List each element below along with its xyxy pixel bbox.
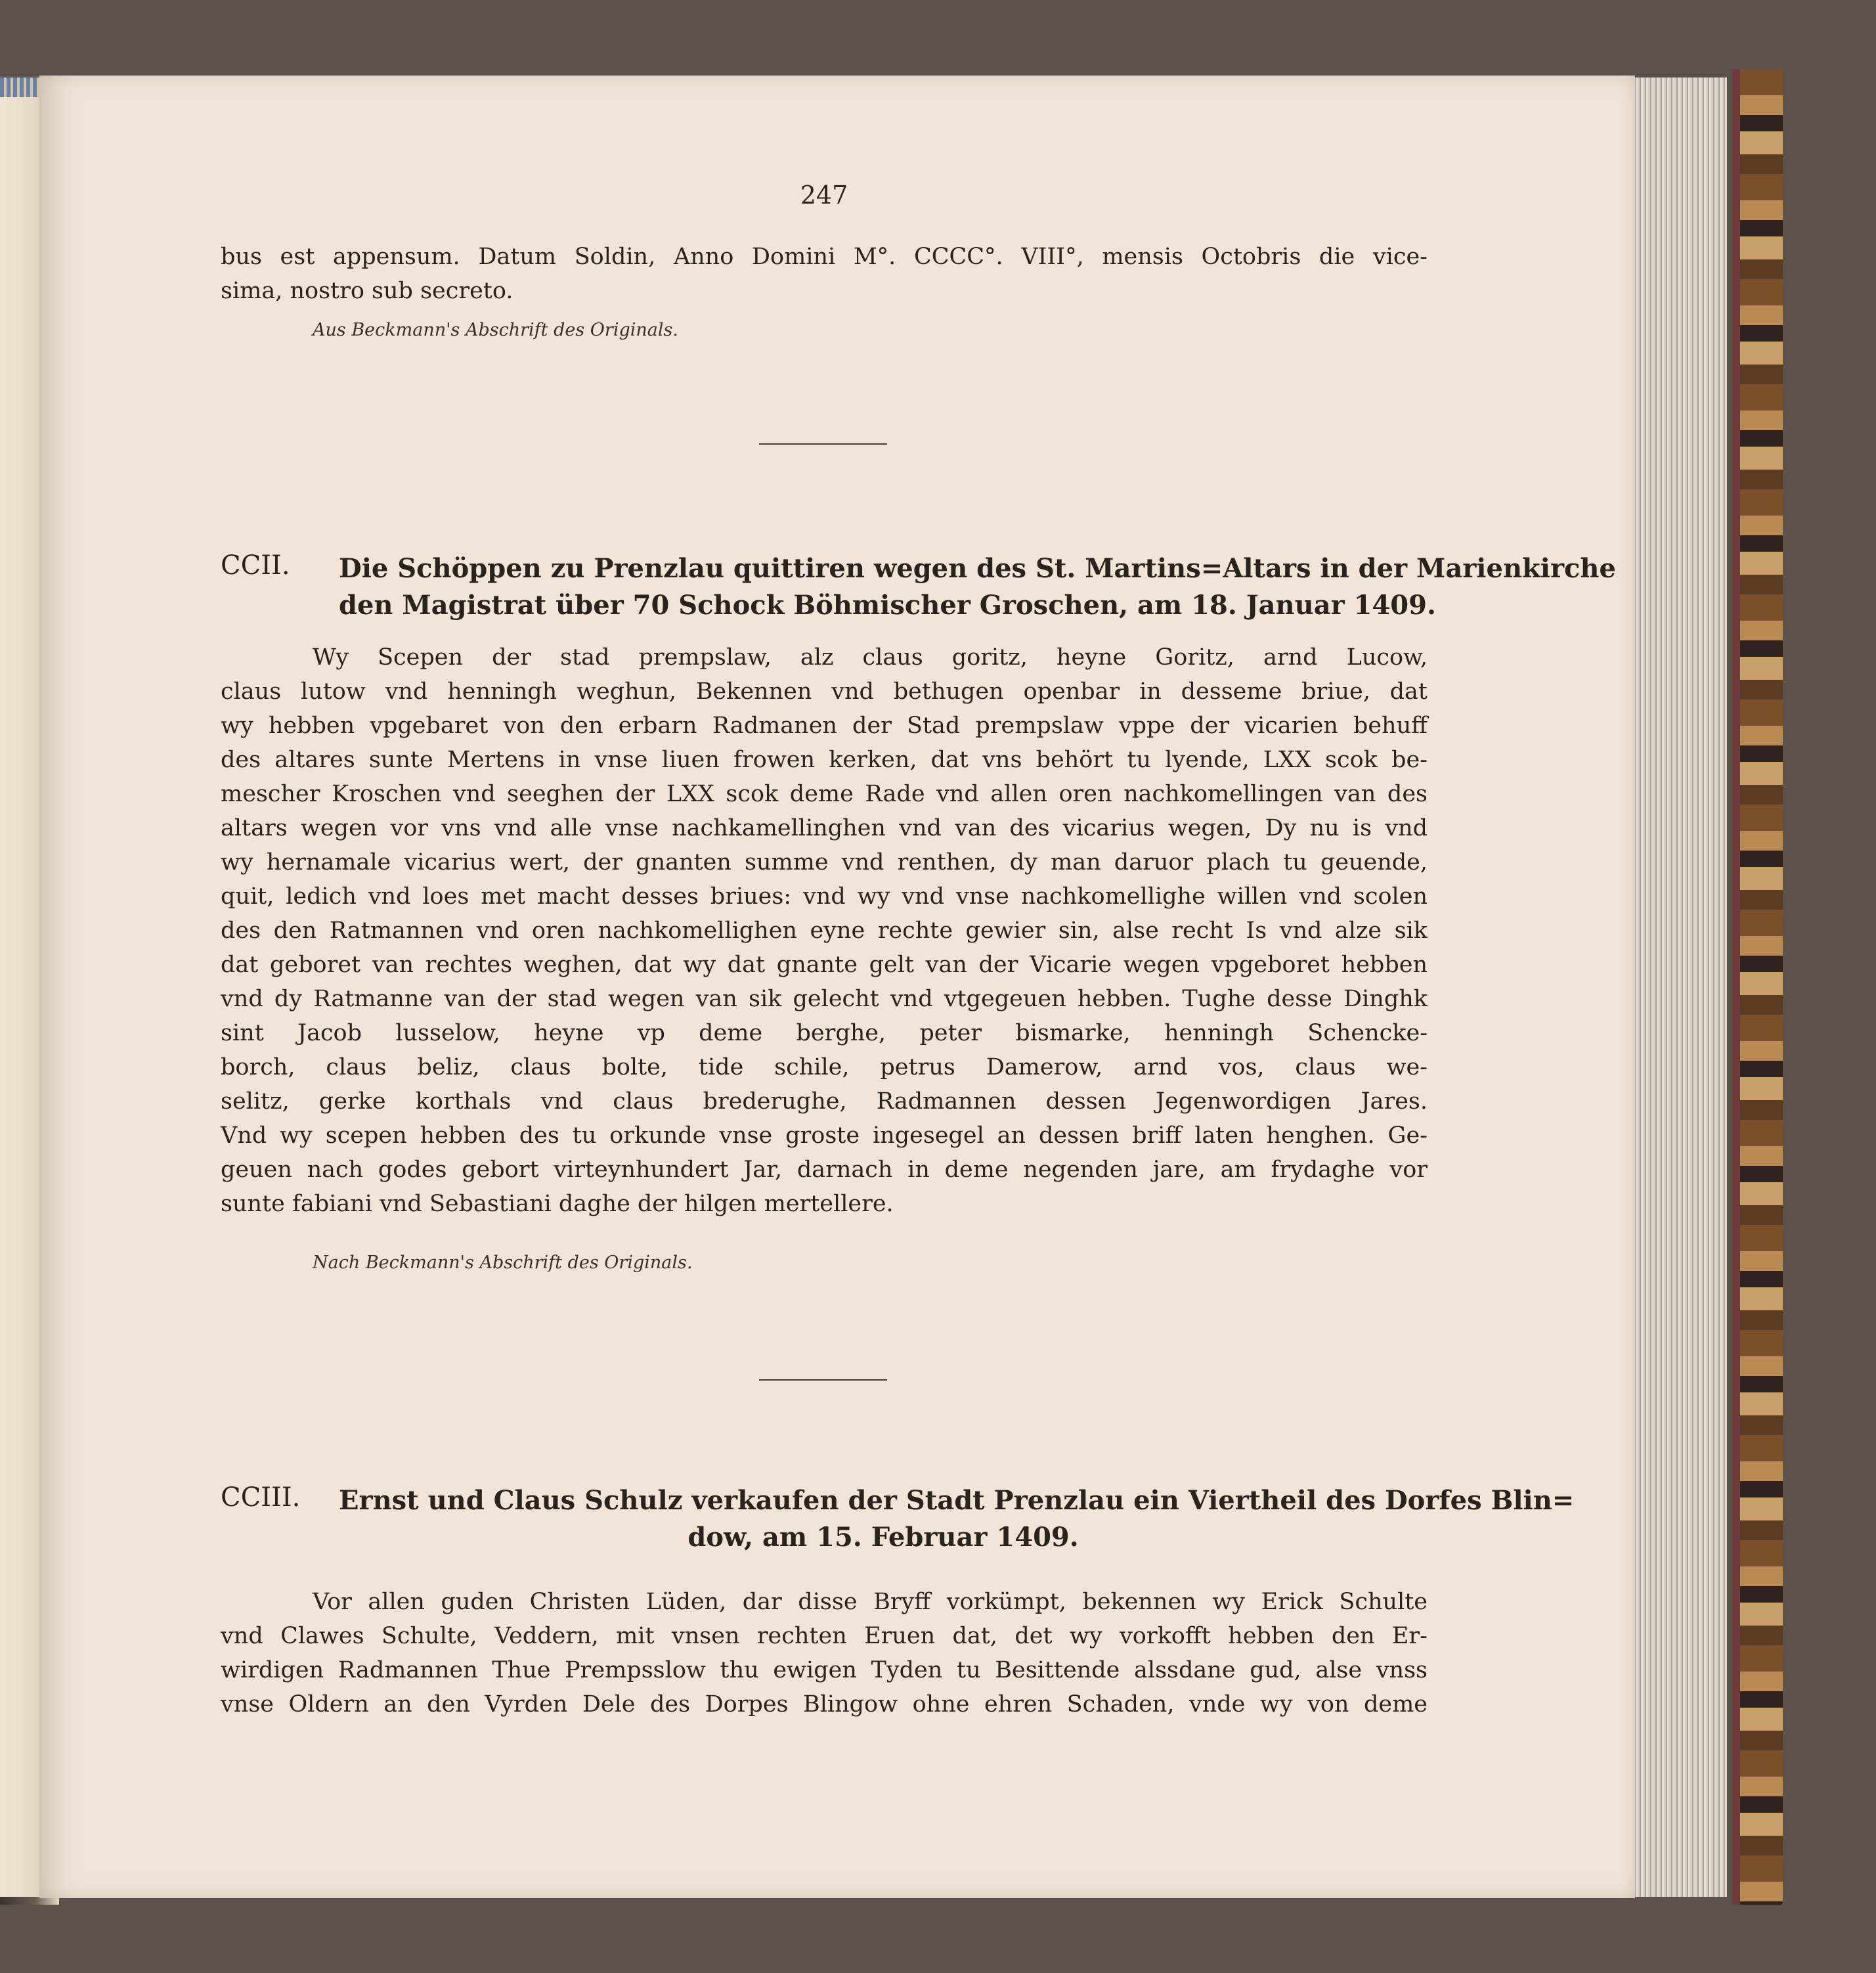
section-title-line: dow, am 15. Februar 1409.: [687, 1522, 1079, 1553]
section-number: CCII.: [221, 550, 290, 581]
section-title-line: Die Schöppen zu Prenzlau quittiren wegen des St. Martins=Altars in der Marienkirche: [339, 553, 1616, 584]
text-line: sima, nostro sub secreto.: [221, 278, 513, 304]
text-line: Vnd wy scepen hebben des tu orkunde vnse groste ingesegel an dessen briff laten henghen. Ge-: [221, 1122, 1428, 1149]
page-block-edges: [1622, 78, 1727, 1897]
text-line: wy hebben vpgebaret von den erbarn Radmanen der Stad prempslaw vppe der vicarien behuff: [221, 713, 1428, 739]
section-divider: [759, 1379, 887, 1381]
source-note: Aus Beckmann's Abschrift des Originals.: [313, 320, 678, 340]
text-line: altars wegen vor vns vnd alle vnse nachkamellinghen vnd van des vicarius wegen, Dy nu is vnd: [221, 815, 1428, 841]
section-title-line: den Magistrat über 70 Schock Böhmischer Groschen, am 18. Januar 1409.: [339, 590, 1436, 621]
text-line: Vor allen guden Christen Lüden, dar disse Bryff vorkümpt, bekennen wy Erick Schulte: [313, 1589, 1428, 1615]
text-line: bus est appensum. Datum Soldin, Anno Domini M°. CCCC°. VIII°, mensis Octobris die vice-: [221, 244, 1428, 270]
section-text-cciii: [221, 1585, 1428, 1721]
continued-text: [221, 240, 1428, 308]
book-cover-right: [1734, 69, 1783, 1905]
text-line: vnse Oldern an den Vyrden Dele des Dorpes Blingow ohne ehren Schaden, vnde wy von deme: [221, 1691, 1428, 1718]
text-line: claus lutow vnd henningh weghun, Bekennen vnd bethugen openbar in desseme briue, dat: [221, 678, 1428, 705]
source-note: Nach Beckmann's Abschrift des Originals.: [313, 1253, 693, 1273]
text-line: des altares sunte Mertens in vnse liuen frowen kerken, dat vns behört tu lyende, LXX scok be-: [221, 747, 1428, 773]
section-number: CCIII.: [221, 1482, 301, 1513]
section-title: [339, 1482, 1575, 1556]
text-line: mescher Kroschen vnd seeghen der LXX scok deme Rade vnd allen oren nachkomellingen van des: [221, 781, 1428, 807]
book-page: [39, 76, 1635, 1898]
text-line: wirdigen Radmannen Thue Prempsslow thu ewigen Tyden tu Besittende alssdane gud, alse vnss: [221, 1657, 1428, 1683]
text-line: dat geboret van rechtes weghen, dat wy dat gnante gelt van der Vicarie wegen vpgeboret hebben: [221, 952, 1428, 978]
text-line: vnd Clawes Schulte, Veddern, mit vnsen rechten Eruen dat, det wy vorkofft hebben den Er-: [221, 1623, 1428, 1649]
text-line: sint Jacob lusselow, heyne vp deme berghe, peter bismarke, henningh Schencke-: [221, 1020, 1428, 1046]
text-line: des den Ratmannen vnd oren nachkomellighen eyne rechte gewier sin, alse recht Is vnd alze sik: [221, 918, 1428, 944]
text-line: wy hernamale vicarius wert, der gnanten summe vnd renthen, dy man daruor plach tu geuende,: [221, 849, 1428, 876]
text-line: selitz, gerke korthals vnd claus brederughe, Radmannen dessen Jegenwordigen Jares.: [221, 1088, 1428, 1115]
text-line: sunte fabiani vnd Sebastiani daghe der hilgen mertellere.: [221, 1191, 894, 1217]
text-line: borch, claus beliz, claus bolte, tide schile, petrus Damerow, arnd vos, claus we-: [221, 1054, 1428, 1080]
section-text-ccii: [221, 640, 1428, 1221]
text-line: vnd dy Ratmanne van der stad wegen van sik gelecht vnd vtgegeuen hebben. Tughe desse Dinghk: [221, 986, 1428, 1012]
page-number: 247: [800, 181, 848, 210]
book-spine-edge: [1732, 69, 1740, 1905]
section-divider: [759, 443, 887, 445]
text-line: Wy Scepen der stad prempslaw, alz claus goritz, heyne Goritz, arnd Lucow,: [313, 644, 1428, 671]
text-line: quit, ledich vnd loes met macht desses briues: vnd wy vnd vnse nachkomellighe willen vnd scolen: [221, 883, 1428, 910]
section-title-line: Ernst und Claus Schulz verkaufen der Stadt Prenzlau ein Viertheil des Dorfes Blin=: [339, 1485, 1575, 1516]
text-line: geuen nach godes gebort virteynhundert Jar, darnach in deme negenden jare, am frydaghe vor: [221, 1157, 1428, 1183]
section-title: [339, 550, 1616, 624]
